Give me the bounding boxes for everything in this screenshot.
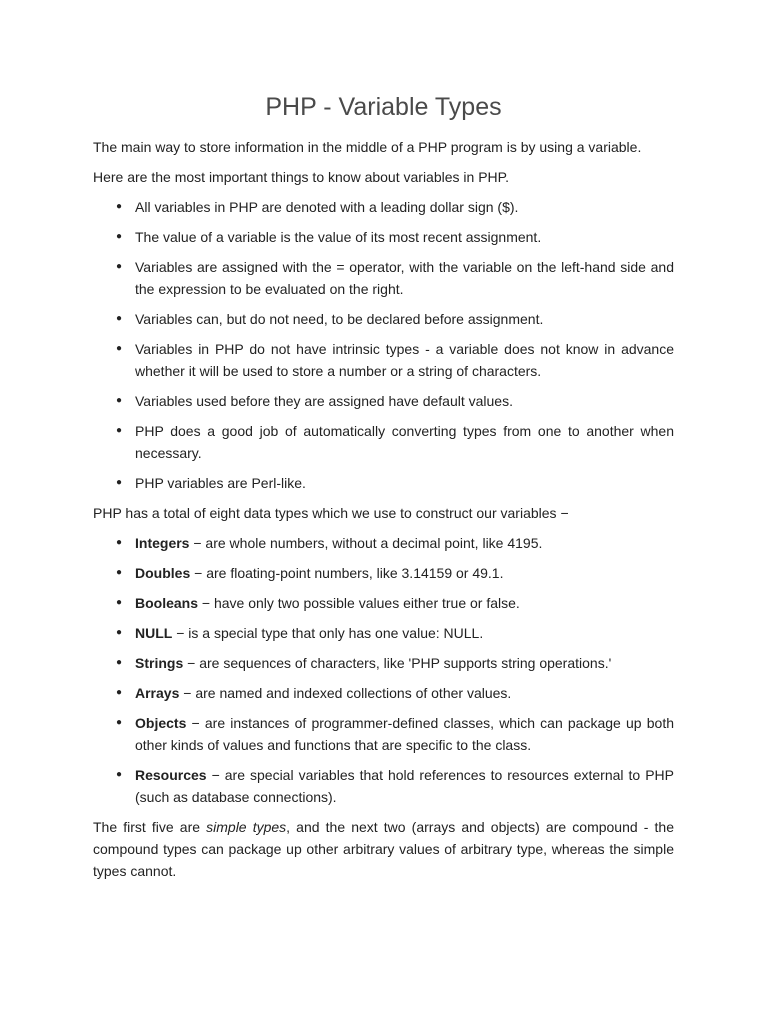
list-item <box>93 764 674 808</box>
list-item <box>93 652 674 674</box>
type-description: − are special variables that hold references to resources external to PHP (such as database connections). <box>135 767 674 805</box>
type-description: − is a special type that only has one value: NULL. <box>172 625 484 641</box>
bullet-icon: ● <box>116 313 123 324</box>
type-term: Objects <box>135 715 187 731</box>
page-title: PHP - Variable Types <box>265 93 502 121</box>
intro-paragraph: The main way to store information in the middle of a PHP program is by using a variable. <box>93 139 642 155</box>
data-types-list <box>93 532 674 808</box>
bullet-icon: ● <box>116 567 123 578</box>
type-term: Integers <box>135 535 190 551</box>
bullet-icon: ● <box>116 395 123 406</box>
type-description: − are whole numbers, without a decimal point, like 4195. <box>189 535 543 551</box>
document-page <box>93 90 674 890</box>
bullet-icon: ● <box>116 231 123 242</box>
bullet-icon: ● <box>116 769 123 780</box>
type-description: − are named and indexed collections of other values. <box>179 685 512 701</box>
list-item <box>93 532 674 554</box>
list-item: ● Variables can, but do not need, to be declared before assignment. <box>93 308 674 330</box>
bullet-icon: ● <box>116 717 123 728</box>
list-item: ● All variables in PHP are denoted with a leading dollar sign ($). <box>93 196 674 218</box>
types-intro-paragraph: PHP has a total of eight data types which we use to construct our variables − <box>93 505 569 521</box>
bullet-icon: ● <box>116 261 123 272</box>
type-description: − are sequences of characters, like 'PHP supports string operations.' <box>183 655 612 671</box>
type-description: − are floating-point numbers, like 3.14159 or 49.1. <box>190 565 504 581</box>
bullet-icon: ● <box>116 477 123 488</box>
bullet-icon: ● <box>116 657 123 668</box>
variable-facts-list <box>93 196 674 494</box>
closing-paragraph: The first five are simple types, and the next two (arrays and objects) are compound - the compound types can package up other arbitrary values of arbitrary type, whereas the simple types cannot. <box>93 819 674 879</box>
list-item <box>93 712 674 756</box>
list-item: ● PHP does a good job of automatically converting types from one to another when necessary. <box>93 420 674 464</box>
bullet-icon: ● <box>116 201 123 212</box>
simple-types-emphasis: simple types <box>206 819 287 835</box>
list-item <box>93 592 674 614</box>
bullet-icon: ● <box>116 627 123 638</box>
bullet-icon: ● <box>116 687 123 698</box>
type-description: − have only two possible values either true or false. <box>198 595 520 611</box>
lead-paragraph: Here are the most important things to know about variables in PHP. <box>93 169 510 185</box>
list-item: ● Variables used before they are assigned have default values. <box>93 390 674 412</box>
list-item: ● Variables in PHP do not have intrinsic types - a variable does not know in advance whether it will be used to store a number or a string of characters. <box>93 338 674 382</box>
bullet-icon: ● <box>116 597 123 608</box>
type-term: Arrays <box>135 685 180 701</box>
type-term: NULL <box>135 625 173 641</box>
type-term: Booleans <box>135 595 199 611</box>
list-item <box>93 622 674 644</box>
list-item <box>93 682 674 704</box>
bullet-icon: ● <box>116 425 123 436</box>
list-item: ● Variables are assigned with the = operator, with the variable on the left-hand side and the expression to be evaluated on the right. <box>93 256 674 300</box>
bullet-icon: ● <box>116 537 123 548</box>
type-description: − are instances of programmer-defined classes, which can package up both other kinds of values and functions that are specific to the class. <box>135 715 674 753</box>
type-term: Strings <box>135 655 184 671</box>
type-term: Resources <box>135 767 207 783</box>
list-item: ● The value of a variable is the value of its most recent assignment. <box>93 226 674 248</box>
bullet-icon: ● <box>116 343 123 354</box>
list-item <box>93 562 674 584</box>
type-term: Doubles <box>135 565 191 581</box>
list-item: ● PHP variables are Perl-like. <box>93 472 674 494</box>
